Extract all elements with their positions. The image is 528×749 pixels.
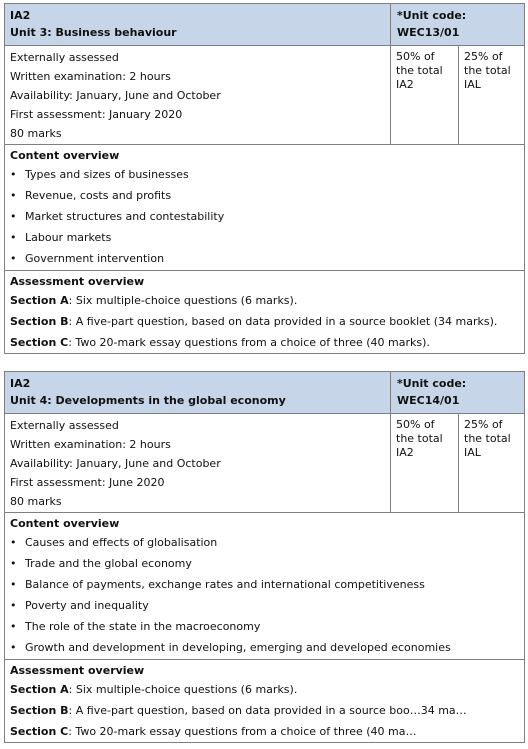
content-item: • Growth and development in developing, emerging and developed economies [10,641,451,654]
weight-ia2 [391,46,459,144]
detail-line: Written examination: 2 hours [10,70,171,83]
unit-code-label: *Unit code: [397,9,467,22]
weight-ial [459,414,524,512]
detail-line: Availability: January, June and October [10,457,221,470]
assessment-overview [5,660,524,742]
content-item: • Types and sizes of businesses [10,168,189,181]
content-item: • Labour markets [10,231,112,244]
content-item: • The role of the state in the macroeconomy [10,620,261,633]
assessment-overview [5,271,524,353]
unit-header [5,4,524,46]
qualification-label: IA2 [10,377,31,390]
unit-header [5,372,524,414]
assessment-line: Section C: Two 20-mark essay questions from a choice of three (40 marks). [10,336,430,349]
weight-line: IA2 [396,446,414,459]
assessment-line: Section C: Two 20-mark essay questions from a choice of three (40 ma… [10,725,417,738]
weight-line: the total [396,432,443,445]
content-overview-title: Content overview [10,517,120,530]
content-overview-title: Content overview [10,149,120,162]
weight-line: the total [396,64,443,77]
unit-info-row [5,414,524,513]
assessment-line: Section A: Six multiple-choice questions (6 marks). [10,294,298,307]
assessment-line: Section B: A five-part question, based on data provided in a source boo…34 ma… [10,704,467,717]
unit-code-label: *Unit code: [397,377,467,390]
content-item: • Poverty and inequality [10,599,149,612]
content-overview [5,513,524,660]
content-item: • Revenue, costs and profits [10,189,172,202]
weight-line: 25% of [464,50,503,63]
content-item: • Market structures and contestability [10,210,225,223]
weight-line: IAL [464,446,481,459]
assessment-line: Section B: A five-part question, based on data provided in a source booklet (34 marks). [10,315,498,328]
weight-line: 50% of [396,418,435,431]
detail-line: Externally assessed [10,419,119,432]
content-item: • Causes and effects of globalisation [10,536,218,549]
weight-line: IA2 [396,78,414,91]
detail-line: Availability: January, June and October [10,89,221,102]
detail-line: Externally assessed [10,51,119,64]
detail-line: First assessment: January 2020 [10,108,183,121]
unit-title: Unit 3: Business behaviour [10,26,177,39]
content-item: • Government intervention [10,252,165,265]
assessment-line: Section A: Six multiple-choice questions (6 marks). [10,683,298,696]
qualification-label: IA2 [10,9,31,22]
detail-line: 80 marks [10,127,62,140]
content-item: • Balance of payments, exchange rates and international competitiveness [10,578,425,591]
detail-line: 80 marks [10,495,62,508]
weight-line: 25% of [464,418,503,431]
content-overview [5,145,524,271]
assessment-overview-title: Assessment overview [10,275,145,288]
unit-info-row [5,46,524,145]
weight-ial [459,46,524,144]
weight-line: the total [464,64,511,77]
detail-line: Written examination: 2 hours [10,438,171,451]
weight-line: 50% of [396,50,435,63]
unit-table [4,3,525,354]
assessment-overview-title: Assessment overview [10,664,145,677]
unit-code: WEC14/01 [397,394,460,407]
weight-line: the total [464,432,511,445]
detail-line: First assessment: June 2020 [10,476,165,489]
unit-code: WEC13/01 [397,26,460,39]
weight-ia2 [391,414,459,512]
unit-table [4,371,525,743]
weight-line: IAL [464,78,481,91]
unit-title: Unit 4: Developments in the global economy [10,394,286,407]
content-item: • Trade and the global economy [10,557,192,570]
